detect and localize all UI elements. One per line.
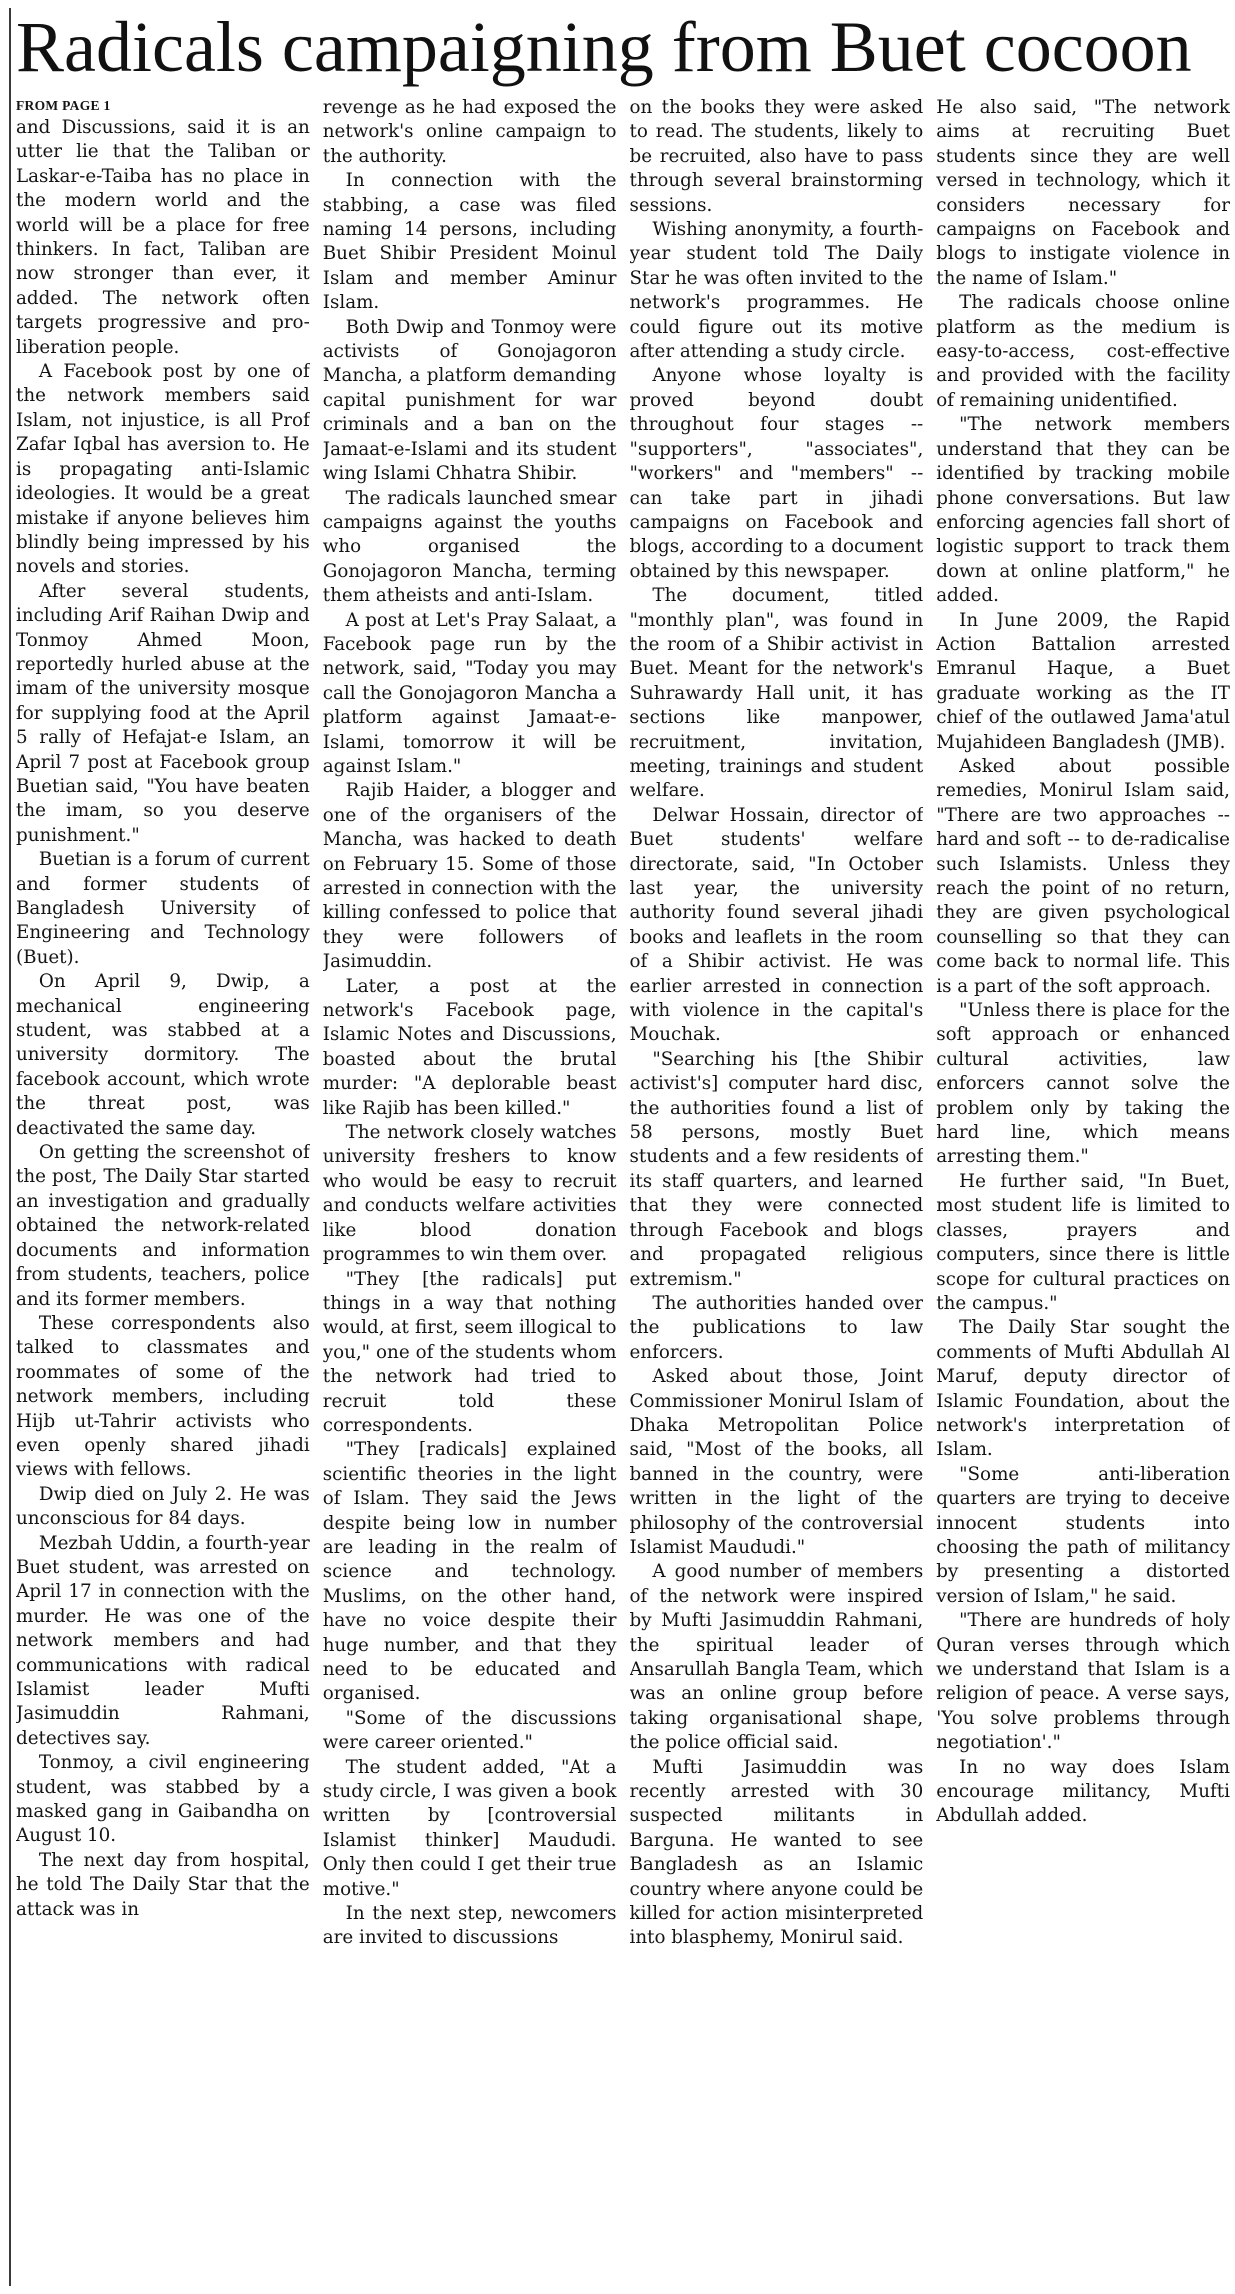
- paragraph: The network closely watches university freshers to know who would be easy to recruit and conducts welfare activities like blood donation programmes to win them over.: [322, 1122, 617, 1266]
- paragraph: Buetian is a forum of current and former students of Bangladesh University of Engineering and Technology (Buet).: [16, 849, 310, 968]
- paragraph: and Discussions, said it is an utter lie that the Taliban or Laskar-e-Taiba has no place in the modern world and the world will be a place for free thinkers. In fact, Taliban are now stronger than ever, it added. The network often targets progressive and pro-liberation people.: [16, 117, 310, 358]
- paragraph: "The network members understand that they can be identified by tracking mobile phone conversations. But law enforcing agencies fall short of logistic support to track them down at online platform," he added.: [936, 414, 1230, 607]
- paragraph: After several students, including Arif Raihan Dwip and Tonmoy Ahmed Moon, reportedly hurled abuse at the imam of the university mosque for supplying food at the April 5 rally of Hefajat-e Islam, an April 7 post at Facebook group Buetian said, "You have beaten the imam, so you deserve punishment.": [16, 580, 310, 846]
- paragraph: The authorities handed over the publications to law enforcers.: [629, 1292, 924, 1363]
- continuation-label: FROM PAGE 1: [16, 98, 111, 113]
- paragraph: "Unless there is place for the soft approach or enhanced cultural activities, law enforcers cannot solve the problem only by taking the hard line, which means arresting them.": [936, 1000, 1230, 1168]
- column-2: [323, 96, 617, 2288]
- paragraph: "Some of the discussions were career oriented.": [322, 1707, 617, 1754]
- paragraph: The Daily Star sought the comments of Mufti Abdullah Al Maruf, deputy director of Islamic Foundation, about the network's interpretation of Islam.: [936, 1317, 1230, 1461]
- paragraph: "They [the radicals] put things in a way that nothing would, at first, seem illogical to you," one of the students whom the network had tried to recruit told these correspondents.: [322, 1268, 617, 1436]
- paragraph: In no way does Islam encourage militancy, Mufti Abdullah added.: [936, 1756, 1230, 1827]
- column-3: [630, 96, 924, 2288]
- paragraph: Tonmoy, a civil engineering student, was stabbed by a masked gang in Gaibandha on August 10.: [16, 1752, 310, 1847]
- paragraph: Later, a post at the network's Facebook page, Islamic Notes and Discussions, boasted about the brutal murder: "A deplorable beast like Rajib has been killed.": [322, 975, 617, 1119]
- paragraph: The student added, "At a study circle, I was given a book written by [controversial Islamist thinker] Maududi. Only then could I get their true motive.": [322, 1756, 617, 1900]
- paragraph: "There are hundreds of holy Quran verses through which we understand that Islam is a religion of peace. A verse says, 'You solve problems through negotiation'.": [936, 1610, 1230, 1754]
- paragraph: "Some anti-liberation quarters are trying to deceive innocent students into choosing the path of militancy by presenting a distorted version of Islam," he said.: [936, 1463, 1230, 1607]
- paragraph: "They [radicals] explained scientific theories in the light of Islam. They said the Jews despite being low in number are leading in the realm of science and technology. Muslims, on the other hand, have no voice despite their huge number, and that they need to be educated and organised.: [322, 1439, 617, 1705]
- paragraph: Rajib Haider, a blogger and one of the organisers of the Mancha, was hacked to death on February 15. Some of those arrested in connection with the killing confessed to police that they were followers of Jasimuddin.: [322, 780, 617, 973]
- paragraph: Asked about those, Joint Commissioner Monirul Islam of Dhaka Metropolitan Police said, "Most of the books, all banned in the country, were written in the light of the philosophy of the controversial Islamist Maududi.": [629, 1366, 924, 1558]
- paragraph: Wishing anonymity, a fourth-year student told The Daily Star he was often invited to the network's programmes. He could figure out its motive after attending a study circle.: [629, 219, 924, 363]
- article-headline: Radicals campaigning from Buet cocoon: [16, 7, 1192, 87]
- paragraph: A Facebook post by one of the network members said Islam, not injustice, is all Prof Zafar Iqbal has aversion to. He is propagating anti-Islamic ideologies. It would be a great mistake if anyone believes him blindly being impressed by his novels and stories.: [16, 361, 310, 578]
- paragraph: Mezbah Uddin, a fourth-year Buet student, was arrested on April 17 in connection with the murder. He was one of the network members and had communications with radical Islamist leader Mufti Jasimuddin Rahmani, detectives say.: [16, 1532, 310, 1749]
- paragraph: These correspondents also talked to classmates and roommates of some of the network members, including Hijb ut-Tahrir activists who even openly shared jihadi views with fellows.: [16, 1312, 310, 1481]
- paragraph: A good number of members of the network were inspired by Mufti Jasimuddin Rahmani, the spiritual leader of Ansarullah Bangla Team, which was an online group before taking organisational shape, the police official said.: [629, 1561, 924, 1754]
- paragraph: Anyone whose loyalty is proved beyond doubt throughout four stages -- "supporters", "associates", "workers" and "members" -- can take part in jihadi campaigns on Facebook and blogs, according to a document obtained by this newspaper.: [629, 365, 924, 582]
- paragraph: In June 2009, the Rapid Action Battalion arrested Emranul Haque, a Buet graduate working as the IT chief of the outlawed Jama'atul Mujahideen Bangladesh (JMB).: [936, 609, 1230, 753]
- paragraph: On April 9, Dwip, a mechanical engineering student, was stabbed at a university dormitory. The facebook account, which wrote the threat post, was deactivated the same day.: [16, 971, 310, 1139]
- paragraph: He further said, "In Buet, most student life is limited to classes, prayers and computers, since there is little scope for cultural practices on the campus.": [936, 1170, 1230, 1314]
- left-border-rule: [9, 8, 11, 2286]
- paragraph: on the books they were asked to read. The students, likely to be recruited, also have to pass through several brainstorming sessions.: [629, 97, 924, 216]
- paragraph: On getting the screenshot of the post, The Daily Star started an investigation and gradually obtained the network-related documents and information from students, teachers, police and its former members.: [16, 1142, 310, 1310]
- column-1: [16, 96, 310, 2288]
- paragraph: "Searching his [the Shibir activist's] computer hard disc, the authorities found a list of 58 persons, mostly Buet students and a few residents of its staff quarters, and learned that they were connected through Facebook and blogs and propagated religious extremism.": [629, 1048, 924, 1290]
- paragraph: Dwip died on July 2. He was unconscious for 84 days.: [16, 1483, 310, 1530]
- paragraph: A post at Let's Pray Salaat, a Facebook page run by the network, said, "Today you may call the Gonojagoron Mancha a platform against Jamaat-e-Islami, tomorrow it will be against Islam.": [322, 609, 617, 777]
- paragraph: In the next step, newcomers are invited to discussions: [322, 1903, 617, 1949]
- paragraph: revenge as he had exposed the network's online campaign to the authority.: [322, 97, 617, 167]
- paragraph: The radicals launched smear campaigns against the youths who organised the Gonojagoron Mancha, terming them atheists and anti-Islam.: [322, 487, 617, 607]
- paragraph: The radicals choose online platform as the medium is easy-to-access, cost-effective and provided with the facility of remaining unidentified.: [936, 292, 1230, 411]
- column-4: [936, 96, 1230, 2288]
- article-body: [16, 96, 1230, 2288]
- paragraph: Mufti Jasimuddin was recently arrested with 30 suspected militants in Barguna. He wanted to see Bangladesh as an Islamic country where anyone could be killed for action misinterpreted into blasphemy, Monirul said.: [629, 1756, 924, 1949]
- paragraph: The next day from hospital, he told The Daily Star that the attack was in: [16, 1849, 310, 1920]
- paragraph: He also said, "The network aims at recruiting Buet students since they are well versed in technology, which it considers necessary for campaigns on Facebook and blogs to instigate violence in the name of Islam.": [936, 97, 1230, 289]
- paragraph: The document, titled "monthly plan", was found in the room of a Shibir activist in Buet. Meant for the network's Suhrawardy Hall unit, it has sections like manpower, recruitment, invitation, meeting, trainings and student welfare.: [629, 585, 924, 802]
- paragraph: In connection with the stabbing, a case was filed naming 14 persons, including Buet Shibir President Moinul Islam and member Aminur Islam.: [322, 170, 617, 314]
- paragraph: Asked about possible remedies, Monirul Islam said, "There are two approaches -- hard and soft -- to de-radicalise such Islamists. Unless they reach the point of no return, they are given psychological counselling so that they can come back to normal life. This is a part of the soft approach.: [936, 755, 1230, 997]
- paragraph: Both Dwip and Tonmoy were activists of Gonojagoron Mancha, a platform demanding capital punishment for war criminals and a ban on the Jamaat-e-Islami and its student wing Islami Chhatra Shibir.: [322, 316, 617, 485]
- paragraph: Delwar Hossain, director of Buet students' welfare directorate, said, "In October last year, the university authority found several jihadi books and leaflets in the room of a Shibir activist. He was earlier arrested in connection with violence in the capital's Mouchak.: [629, 804, 924, 1046]
